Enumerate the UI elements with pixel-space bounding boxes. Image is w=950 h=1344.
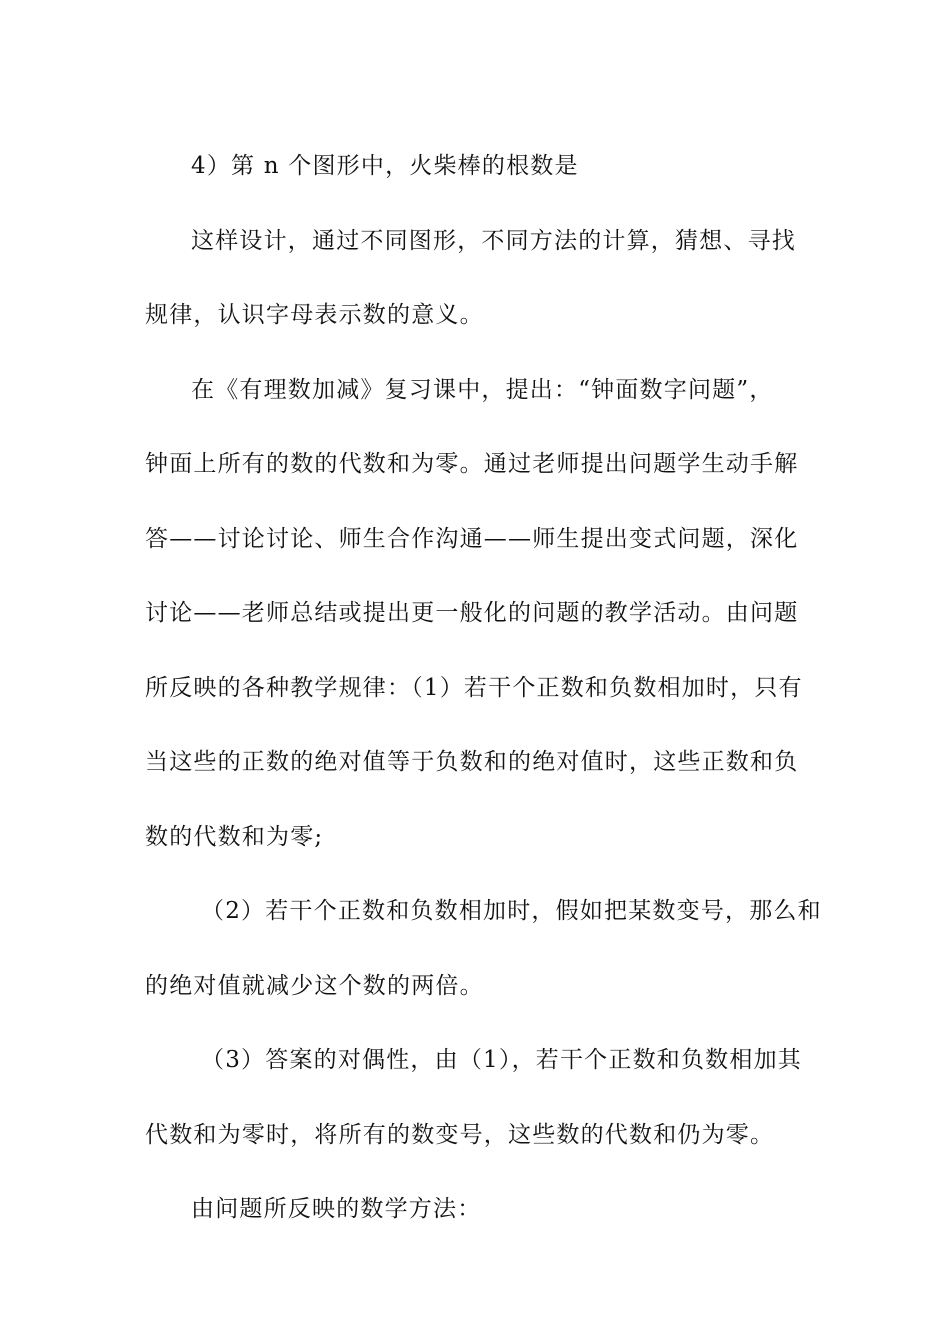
text-line: 讨论——老师总结或提出更一般化的问题的教学活动。由问题 xyxy=(145,600,799,626)
text-line: 由问题所反映的数学方法： xyxy=(191,1196,482,1222)
text-line: 4）第 n 个图形中，火柴棒的根数是 xyxy=(191,153,579,179)
text-line: 在《有理数加减》复习课中，提出：“钟面数字问题”， xyxy=(191,376,774,403)
text-line: 规律，认识字母表示数的意义。 xyxy=(145,302,484,328)
text-line: （3）答案的对偶性，由（1），若干个正数和负数相加其 xyxy=(201,1047,802,1073)
text-line: 代数和为零时，将所有的数变号，这些数的代数和仍为零。 xyxy=(145,1121,775,1148)
text-line: 答——讨论讨论、师生合作沟通——师生提出变式问题，深化 xyxy=(145,525,799,552)
paragraph-5 xyxy=(145,1023,805,1172)
paragraph-6 xyxy=(145,1172,805,1247)
text-line: 的绝对值就减少这个数的两倍。 xyxy=(145,972,484,999)
document-body xyxy=(145,129,822,1247)
text-line: 这样设计，通过不同图形，不同方法的计算，猜想、寻找 xyxy=(191,227,796,254)
text-line: 钟面上所有的数的代数和为零。通过老师提出问题学生动手解 xyxy=(145,451,799,477)
text-line: （2）若干个正数和负数相加时，假如把某数变号，那么和 xyxy=(201,898,822,924)
text-line: 数的代数和为零; xyxy=(145,823,324,850)
paragraph-4 xyxy=(145,874,822,1023)
text-line: 所反映的各种教学规律：（1）若干个正数和负数相加时，只有 xyxy=(145,674,803,701)
paragraph-1 xyxy=(145,129,805,204)
paragraph-3 xyxy=(145,353,805,875)
text-line: 当这些的正数的绝对值等于负数和的绝对值时，这些正数和负 xyxy=(145,749,799,775)
paragraph-2 xyxy=(145,204,805,353)
